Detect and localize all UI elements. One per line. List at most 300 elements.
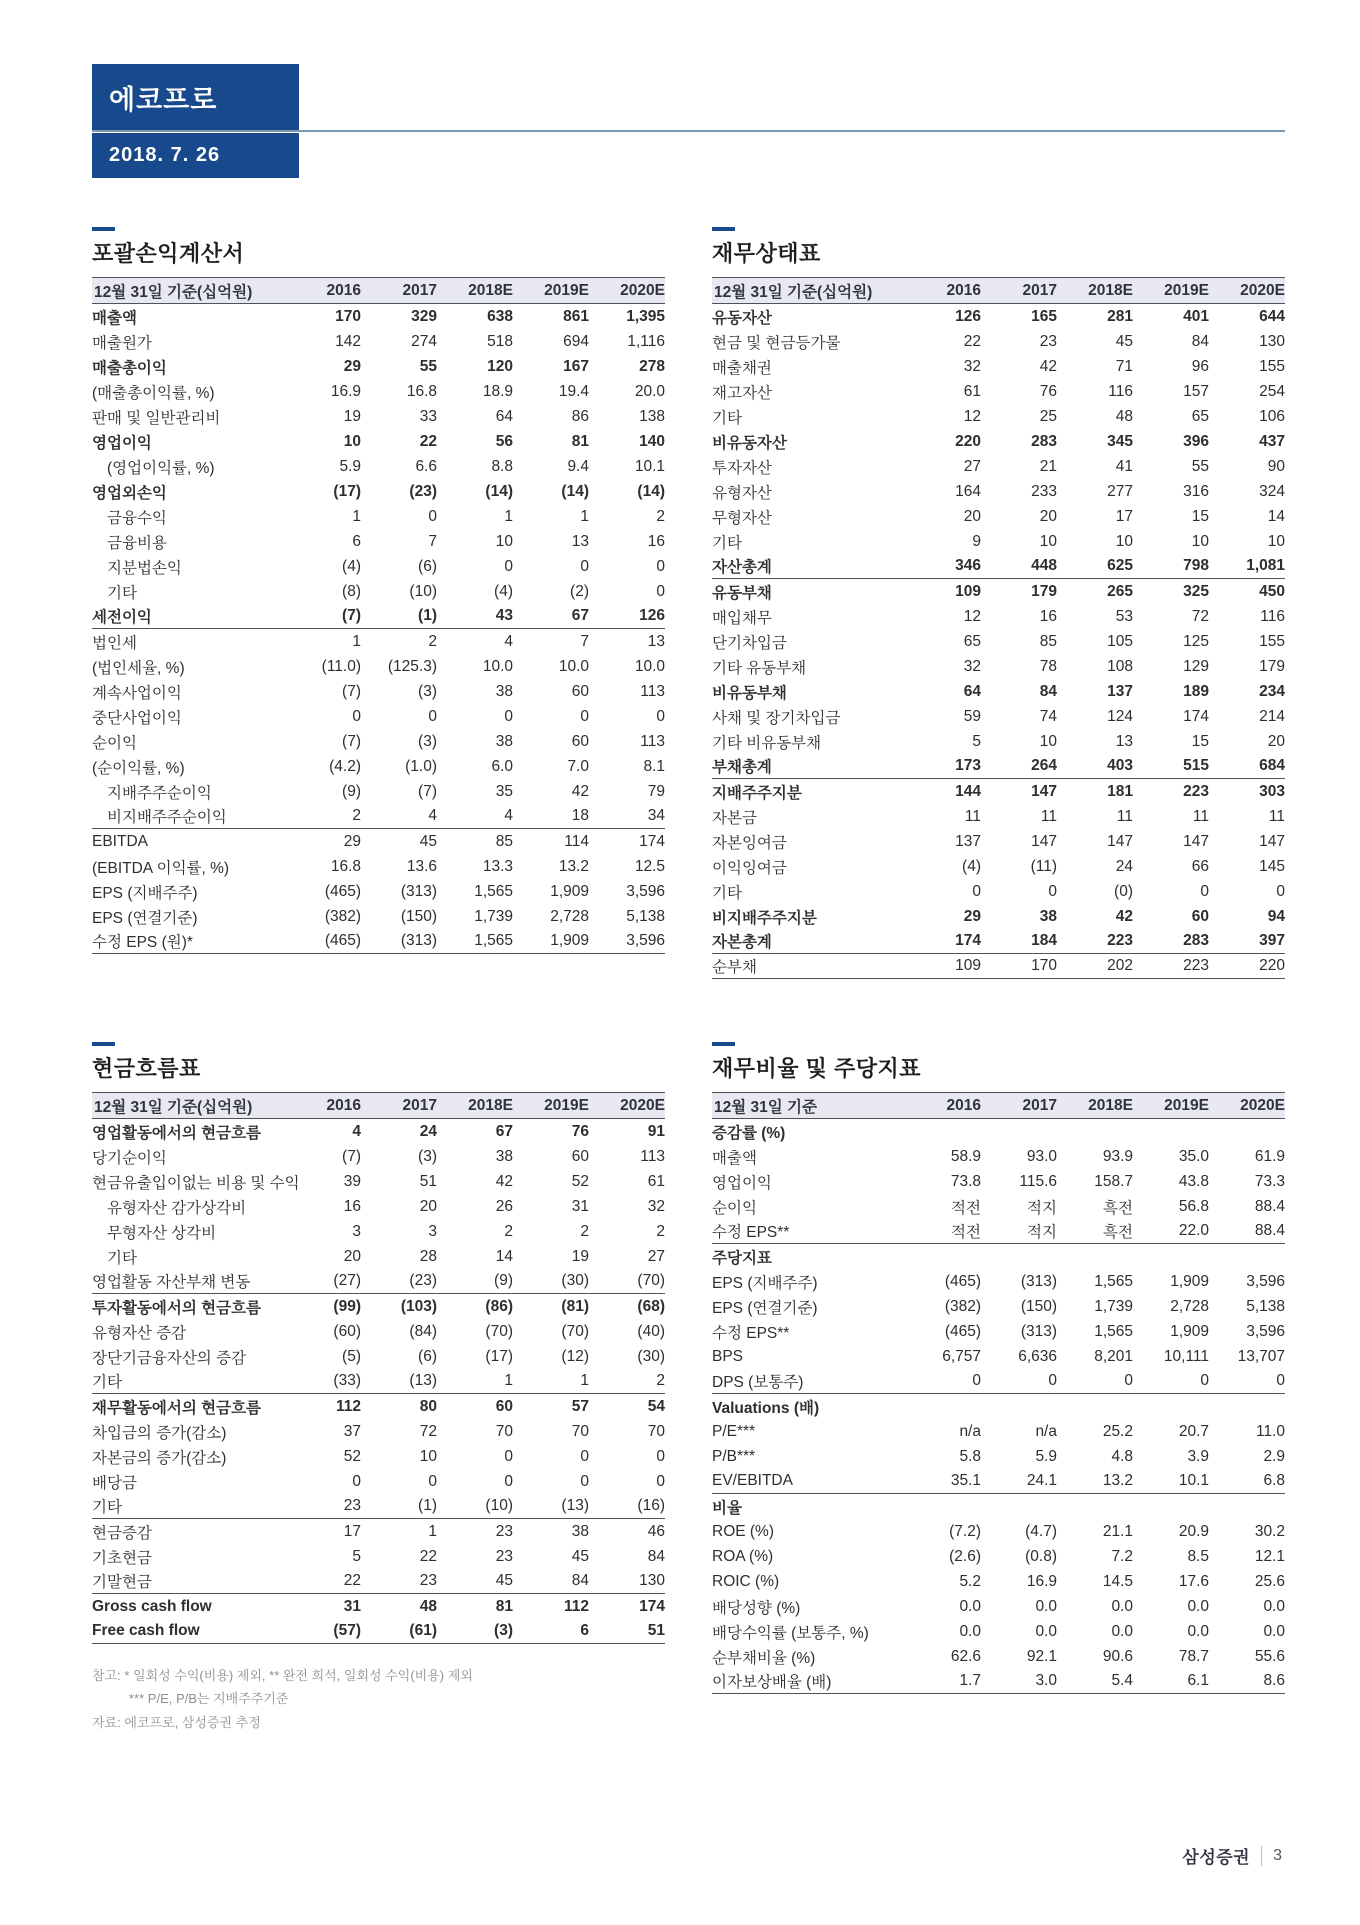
section-financial-ratios: [712, 1042, 1285, 1694]
table-row: [712, 479, 1285, 504]
cell-value: 23: [495, 1522, 513, 1540]
table-row: [92, 829, 665, 854]
cell-value: 적지: [1027, 1224, 1057, 1241]
cell-value: 86: [571, 407, 589, 425]
cell-value: 254: [1259, 382, 1285, 400]
cell-value: (17): [333, 482, 361, 500]
cell-value: 6.0: [491, 757, 513, 775]
cell-value: 142: [335, 332, 361, 350]
cell-value: 16.8: [406, 382, 437, 400]
table-row: [712, 1594, 1285, 1619]
table-row: [712, 1119, 1285, 1144]
table-row: [92, 629, 665, 654]
cell-value: 316: [1183, 482, 1209, 500]
footnote-line: 참고: * 일회성 수익(비용) 제외, ** 완전 희석, 일회성 수익(비용) 제외: [92, 1668, 473, 1683]
table-row: [92, 304, 665, 329]
row-label: EV/EBITDA: [712, 1472, 793, 1489]
cell-value: 0: [580, 1447, 589, 1465]
row-label: EPS (연결기준): [92, 909, 198, 927]
cell-value: 120: [487, 357, 513, 375]
row-label: 자산총계: [712, 559, 772, 576]
row-label: (법인세율, %): [92, 659, 185, 677]
cell-value: 38: [495, 1147, 513, 1165]
cell-value: 96: [1191, 357, 1209, 375]
table-row: [712, 629, 1285, 654]
table-row: [712, 1669, 1285, 1694]
table-header-row: [712, 277, 1285, 304]
table-row: [712, 454, 1285, 479]
cell-value: 80: [419, 1397, 437, 1415]
cell-value: 6,636: [1018, 1347, 1057, 1365]
row-label: BPS: [712, 1347, 744, 1365]
cell-value: 116: [1260, 607, 1285, 625]
row-label: (EBITDA 이익률, %): [92, 859, 230, 877]
cell-value: 22: [419, 1547, 437, 1565]
table-row: [92, 329, 665, 354]
cell-value: (10): [485, 1497, 513, 1514]
cell-value: 84: [1191, 332, 1209, 350]
cell-value: 7.0: [567, 757, 589, 775]
cell-value: 861: [563, 307, 589, 325]
table-row: [712, 379, 1285, 404]
cell-value: 179: [1259, 657, 1285, 675]
cell-value: 25.2: [1102, 1422, 1133, 1440]
cell-value: 78.7: [1178, 1647, 1209, 1665]
row-label: (영업이익률, %): [107, 459, 215, 477]
row-label: 비지배주주순이익: [107, 809, 227, 826]
table-row: [92, 504, 665, 529]
cell-value: 106: [1259, 407, 1285, 425]
cell-value: (7): [418, 782, 437, 800]
row-label: ROIC (%): [712, 1572, 780, 1590]
publisher-name: 삼성증권: [1182, 1848, 1251, 1867]
table-row: [92, 1369, 665, 1394]
cell-value: 52: [343, 1447, 361, 1465]
cell-value: 283: [1183, 932, 1209, 949]
cell-value: 138: [639, 407, 665, 425]
table-row: [712, 679, 1285, 704]
column-header: 2020E: [1240, 281, 1285, 299]
cell-value: 184: [1031, 932, 1057, 949]
cell-value: (11.0): [321, 657, 361, 675]
table-row: [92, 1194, 665, 1219]
cell-value: 147: [1183, 832, 1209, 850]
row-label: 영업외손익: [92, 484, 167, 502]
cell-value: 233: [1031, 482, 1057, 500]
cell-value: 2.9: [1263, 1447, 1285, 1465]
cell-value: 42: [495, 1172, 513, 1190]
row-label: 이자보상배율 (배): [712, 1674, 832, 1691]
cell-value: 45: [495, 1572, 513, 1589]
table-row: [712, 929, 1285, 954]
cell-value: 345: [1107, 432, 1133, 450]
cell-value: (13): [409, 1372, 437, 1389]
table-row: [712, 1169, 1285, 1194]
table-row: [92, 879, 665, 904]
cell-value: 20: [1267, 732, 1285, 750]
cell-value: 70: [571, 1422, 589, 1440]
cell-value: 7: [428, 532, 437, 550]
cell-value: (313): [1020, 1272, 1057, 1290]
cell-value: 20.0: [634, 382, 665, 400]
cell-value: 11: [1192, 807, 1209, 825]
row-label: P/B***: [712, 1447, 756, 1465]
table-row: [92, 604, 665, 629]
column-header: 2016: [946, 281, 981, 299]
cell-value: (5): [342, 1347, 361, 1365]
row-label: 비지배주주지분: [712, 909, 817, 927]
table-row: [92, 454, 665, 479]
cell-value: 10.0: [558, 657, 589, 675]
cell-value: 397: [1259, 932, 1285, 949]
row-label: 비유동자산: [712, 434, 787, 452]
header-divider-line: [92, 130, 1285, 132]
cell-value: 13.6: [406, 857, 437, 875]
cell-value: 39: [343, 1172, 361, 1190]
table-row: [92, 1319, 665, 1344]
row-label: 기타 유동부채: [712, 659, 807, 677]
row-label: 세전이익: [92, 609, 152, 626]
cell-value: 126: [955, 307, 981, 325]
cell-value: 278: [639, 357, 665, 375]
section-dash: [92, 227, 115, 231]
table-row: [712, 304, 1285, 329]
cell-value: 71: [1115, 357, 1133, 375]
section-dash: [92, 1042, 115, 1046]
cell-value: (27): [333, 1272, 361, 1289]
cell-value: 2: [656, 1372, 665, 1389]
cell-value: 55: [1191, 457, 1209, 475]
cell-value: 1: [504, 1372, 513, 1389]
cell-value: 0: [1048, 1372, 1057, 1389]
row-label: 기타: [92, 1374, 122, 1391]
cell-value: (1): [418, 607, 437, 624]
cell-value: 27: [963, 457, 981, 475]
row-label: 순이익: [712, 1199, 757, 1217]
cell-value: 108: [1107, 657, 1133, 675]
cell-value: 60: [495, 1397, 513, 1415]
cell-value: 174: [639, 832, 665, 850]
cell-value: 6.1: [1187, 1672, 1209, 1689]
cell-value: 48: [419, 1597, 437, 1615]
row-label: 지배주주지분: [712, 784, 802, 802]
cell-value: 64: [963, 682, 981, 700]
table-row: [712, 654, 1285, 679]
cell-value: 10.0: [482, 657, 513, 675]
row-label: (순이익률, %): [92, 759, 185, 777]
column-header: 2016: [946, 1096, 981, 1114]
cell-value: (4): [342, 557, 361, 575]
cell-value: (125.3): [387, 657, 437, 675]
cell-value: 0: [504, 707, 513, 725]
section-title: 재무비율 및 주당지표: [712, 1056, 921, 1081]
cell-value: 29: [343, 357, 361, 375]
cell-value: (40): [637, 1322, 665, 1340]
balance-sheet-table: [712, 277, 1285, 979]
cell-value: 11: [964, 807, 981, 825]
table-row: [92, 904, 665, 929]
row-label: 배당성향 (%): [712, 1599, 801, 1617]
row-label: 기타: [92, 1499, 122, 1516]
cell-value: 157: [1183, 382, 1209, 400]
cell-value: (30): [637, 1347, 665, 1365]
cell-value: 20: [419, 1197, 437, 1215]
cell-value: 0.0: [1187, 1622, 1209, 1640]
row-label: 금융비용: [107, 534, 167, 552]
table-row: [712, 1194, 1285, 1219]
cell-value: 265: [1107, 582, 1133, 600]
cell-value: 0: [656, 582, 665, 600]
cell-value: 10: [343, 432, 361, 450]
row-label: 유형자산: [712, 484, 772, 502]
row-label: 매출채권: [712, 359, 772, 377]
cell-value: 8,201: [1094, 1347, 1133, 1365]
cell-value: 130: [639, 1572, 665, 1589]
table-row: [92, 404, 665, 429]
cell-value: 52: [571, 1172, 589, 1190]
row-label: 무형자산: [712, 509, 772, 527]
cell-value: 10: [1039, 732, 1057, 750]
cell-value: 112: [563, 1597, 589, 1615]
column-header: 2019E: [544, 281, 589, 299]
cell-value: 79: [647, 782, 665, 800]
cell-value: (33): [333, 1372, 361, 1389]
row-label: 차입금의 증가(감소): [92, 1424, 227, 1442]
cell-value: 78: [1039, 657, 1057, 675]
cell-value: 45: [419, 832, 437, 850]
cell-value: 234: [1259, 682, 1285, 700]
table-unit-label: 12월 31일 기준(십억원): [714, 283, 873, 301]
cell-value: 0.0: [959, 1622, 981, 1640]
cell-value: 16: [647, 532, 665, 550]
cell-value: 694: [563, 332, 589, 350]
cell-value: (13): [561, 1497, 589, 1514]
cell-value: 88.4: [1254, 1222, 1285, 1239]
footnotes: [92, 1664, 665, 1734]
cell-value: 174: [1183, 707, 1209, 725]
cell-value: 0: [1276, 882, 1285, 900]
cell-value: 3.9: [1187, 1447, 1209, 1465]
row-label: 순이익: [92, 734, 137, 752]
cell-value: 518: [487, 332, 513, 350]
cell-value: 644: [1259, 307, 1285, 325]
cell-value: 403: [1107, 757, 1133, 774]
cell-value: 22.0: [1178, 1222, 1209, 1239]
cell-value: 55.6: [1254, 1647, 1285, 1665]
cell-value: 137: [1107, 682, 1133, 700]
cell-value: 0.0: [1263, 1597, 1285, 1615]
cell-value: 0.0: [1263, 1622, 1285, 1640]
cell-value: 1: [580, 507, 589, 525]
cell-value: 274: [411, 332, 437, 350]
cell-value: 113: [640, 732, 665, 750]
cell-value: (313): [400, 882, 437, 900]
table-row: [92, 704, 665, 729]
cell-value: 6: [580, 1622, 589, 1639]
cell-value: 329: [411, 307, 437, 325]
cell-value: 8.6: [1263, 1672, 1285, 1689]
cell-value: 60: [571, 682, 589, 700]
table-row: [712, 1544, 1285, 1569]
cell-value: (465): [944, 1272, 981, 1290]
cell-value: 5: [352, 1547, 361, 1565]
cell-value: 1,565: [1094, 1272, 1133, 1290]
table-row: [712, 354, 1285, 379]
table-row: [712, 1244, 1285, 1269]
cell-value: 155: [1259, 357, 1285, 375]
cell-value: 0: [656, 557, 665, 575]
cell-value: 114: [564, 832, 589, 850]
row-label: 순부채비율 (%): [712, 1649, 816, 1667]
column-header: 2018E: [468, 281, 513, 299]
cell-value: 18: [571, 807, 589, 824]
cell-value: 179: [1031, 582, 1057, 600]
cell-value: (1.0): [405, 757, 437, 775]
table-row: [92, 354, 665, 379]
table-row: [712, 1619, 1285, 1644]
cell-value: (2.6): [949, 1547, 981, 1565]
table-unit-label: 12월 31일 기준(십억원): [94, 283, 253, 301]
cell-value: 113: [640, 682, 665, 700]
table-row: [92, 1269, 665, 1294]
cell-value: 515: [1183, 757, 1209, 774]
cell-value: (3): [418, 732, 437, 750]
cell-value: 27: [647, 1247, 665, 1265]
cell-value: (16): [637, 1497, 665, 1514]
cell-value: 401: [1183, 307, 1209, 325]
cell-value: 32: [647, 1197, 665, 1215]
cell-value: 0: [1124, 1372, 1133, 1389]
cell-value: 10.1: [1178, 1472, 1209, 1489]
cell-value: 164: [955, 482, 981, 500]
row-label: 현금증감: [92, 1524, 152, 1542]
cell-value: 16.8: [330, 857, 361, 875]
cell-value: n/a: [959, 1422, 981, 1440]
row-label: Valuations (배): [712, 1399, 820, 1417]
row-label: 매출원가: [92, 334, 152, 352]
table-row: [712, 854, 1285, 879]
cell-value: 0.0: [1035, 1622, 1057, 1640]
row-label: 단기차입금: [712, 634, 787, 652]
cell-value: 90.6: [1102, 1647, 1133, 1665]
cell-value: 53: [1115, 607, 1133, 625]
cell-value: (7): [342, 682, 361, 700]
cell-value: 13: [647, 632, 665, 650]
table-row: [92, 854, 665, 879]
cell-value: 0: [504, 1472, 513, 1490]
table-row: [92, 1569, 665, 1594]
cell-value: 10.0: [634, 657, 665, 675]
table-row: [92, 579, 665, 604]
cell-value: 22: [343, 1572, 361, 1589]
table-row: [712, 1569, 1285, 1594]
cell-value: 43: [495, 607, 513, 624]
cell-value: 10: [1039, 532, 1057, 550]
table-row: [712, 704, 1285, 729]
cell-value: 1,565: [474, 932, 513, 949]
cell-value: 76: [1039, 382, 1057, 400]
row-label: 매입채무: [712, 609, 772, 627]
cell-value: 34: [647, 807, 665, 824]
cell-value: 41: [1115, 457, 1133, 475]
row-label: EBITDA: [92, 832, 148, 850]
cell-value: 214: [1259, 707, 1285, 725]
cell-value: 12: [963, 607, 981, 625]
cell-value: 81: [495, 1597, 513, 1615]
cell-value: 1,739: [1094, 1297, 1133, 1315]
cell-value: 5.8: [959, 1447, 981, 1465]
table-row: [712, 829, 1285, 854]
table-row: [92, 804, 665, 829]
cell-value: 흑전: [1103, 1199, 1133, 1217]
cell-value: 70: [647, 1422, 665, 1440]
cell-value: 22: [963, 332, 981, 350]
row-label: 이익잉여금: [712, 859, 787, 877]
cell-value: 17.6: [1178, 1572, 1209, 1590]
column-header: 2016: [326, 1096, 361, 1114]
cell-value: 109: [955, 957, 981, 974]
cell-value: 24: [1115, 857, 1133, 875]
table-row: [712, 1494, 1285, 1519]
table-row: [712, 1644, 1285, 1669]
cell-value: 1,395: [626, 307, 665, 325]
cell-value: 48: [1115, 407, 1133, 425]
cell-value: 15: [1191, 507, 1209, 525]
cell-value: 0: [428, 1472, 437, 1490]
row-label: 매출액: [92, 309, 137, 327]
cell-value: 174: [955, 932, 981, 949]
cell-value: 38: [495, 732, 513, 750]
report-header: [92, 64, 1285, 178]
cell-value: 4: [428, 807, 437, 824]
cell-value: 51: [419, 1172, 437, 1190]
cell-value: 12.5: [634, 857, 665, 875]
cell-value: 45: [571, 1547, 589, 1565]
cell-value: (14): [485, 482, 513, 500]
cell-value: 74: [1039, 707, 1057, 725]
cell-value: 125: [1183, 632, 1209, 650]
cell-value: (60): [333, 1322, 361, 1340]
cell-value: 3,596: [626, 882, 665, 900]
row-label: 순부채: [712, 959, 757, 976]
cell-value: 42: [571, 782, 589, 800]
cell-value: (0): [1114, 882, 1133, 900]
row-label: 증감률 (%): [712, 1124, 786, 1142]
cell-value: (313): [400, 932, 437, 949]
row-label: 유동자산: [712, 309, 772, 327]
cell-value: 10: [495, 532, 513, 550]
row-label: 법인세: [92, 634, 137, 652]
row-label: 지분법손익: [107, 559, 182, 577]
cell-value: 1,909: [1170, 1322, 1209, 1340]
column-header: 2017: [402, 1096, 437, 1114]
column-header: 2017: [1022, 1096, 1057, 1114]
cell-value: 1: [504, 507, 513, 525]
column-header: 2020E: [620, 1096, 665, 1114]
cell-value: (14): [637, 482, 665, 500]
cell-value: 35.1: [950, 1472, 981, 1489]
cell-value: 220: [1259, 957, 1285, 974]
cell-value: 46: [647, 1522, 665, 1540]
table-row: [92, 1469, 665, 1494]
cell-value: (70): [637, 1272, 665, 1289]
row-label: 수정 EPS**: [712, 1224, 790, 1241]
cell-value: 173: [955, 757, 981, 774]
cell-value: (382): [944, 1297, 981, 1315]
section-title: 재무상태표: [712, 241, 821, 266]
column-header: 2019E: [1164, 1096, 1209, 1114]
cell-value: 0: [1048, 882, 1057, 900]
